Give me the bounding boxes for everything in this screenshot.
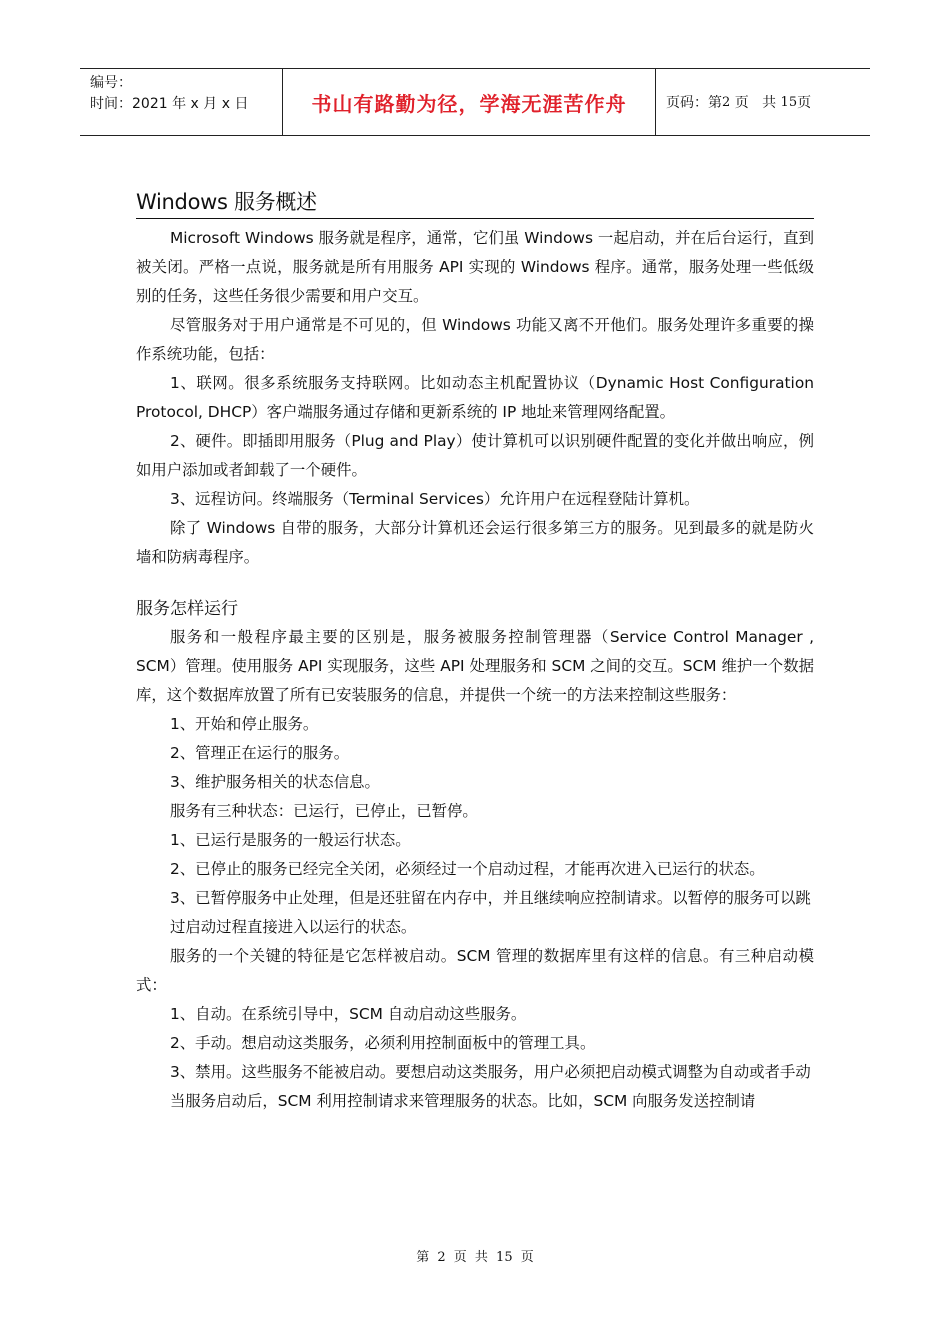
paragraph: 服务的一个关键的特征是它怎样被启动。SCM 管理的数据库里有这样的信息。有三种启动模式： <box>136 947 814 994</box>
list-item: 2、已停止的服务已经完全关闭，必须经过一个启动过程，才能再次进入已运行的状态。 <box>170 860 765 878</box>
page-number: 2 <box>722 94 731 110</box>
section-heading: 服务怎样运行 <box>136 599 238 619</box>
document-title: Windows 服务概述 <box>136 186 814 219</box>
page-mid: 页 共 <box>730 95 781 111</box>
list-item: 2、手动。想启动这类服务，必须利用控制面板中的管理工具。 <box>170 1034 596 1052</box>
header-meta <box>80 69 282 135</box>
list-item: 1、已运行是服务的一般运行状态。 <box>170 831 411 849</box>
list-item: 3、维护服务相关的状态信息。 <box>170 773 380 791</box>
paragraph: 除了 Windows 自带的服务，大部分计算机还会运行很多第三方的服务。见到最多的就是防火墙和防病毒程序。 <box>136 519 814 566</box>
list-item: 3、已暂停服务中止处理，但是还驻留在内存中，并且继续响应控制请求。以暂停的服务可以跳过启动过程直接进入以运行的状态。 <box>170 889 811 936</box>
paragraph: 2、硬件。即插即用服务（Plug and Play）使计算机可以识别硬件配置的变化并做出响应，例如用户添加或者卸载了一个硬件。 <box>136 432 814 479</box>
paragraph: 当服务启动后，SCM 利用控制请求来管理服务的状态。比如，SCM 向服务发送控制请 <box>170 1092 756 1110</box>
list-item: 2、管理正在运行的服务。 <box>170 744 350 762</box>
document-body <box>136 186 814 1116</box>
page-total: 15 <box>780 94 798 110</box>
header-motto: 书山有路勤为径，学海无涯苦作舟 <box>282 69 656 135</box>
list-item: 3、禁用。这些服务不能被启动。要想启动这类服务，用户必须把启动模式调整为自动或者手动 <box>170 1063 811 1081</box>
paragraph: 服务和一般程序最主要的区别是，服务被服务控制管理器（Service Control Manager , SCM）管理。使用服务 API 实现服务，这些 API 处理服务和 SCM 之间的交互。SCM 维护一个数据库，这个数据库放置了所有已安装服务的信息，并提供一个统一的方法来控制这些服务： <box>136 628 814 704</box>
page-footer: 第 2 页 共 15 页 <box>416 1250 534 1265</box>
header-page-info <box>656 69 870 135</box>
paragraph: 服务有三种状态：已运行，已停止，已暂停。 <box>170 802 478 820</box>
date-label: 时间：2021 年 x 月 x 日 <box>90 96 249 112</box>
paragraph: 3、远程访问。终端服务（Terminal Services）允许用户在远程登陆计算机。 <box>170 490 700 508</box>
page-suffix: 页 <box>797 95 812 111</box>
page-header <box>80 68 870 136</box>
paragraph: Microsoft Windows 服务就是程序，通常，它们虽 Windows 一起启动，并在后台运行，直到被关闭。严格一点说，服务就是所有用服务 API 实现的 Windows 程序。通常，服务处理一些低级别的任务，这些任务很少需要和用户交互。 <box>136 229 814 305</box>
page-prefix: 页码：第 <box>666 95 722 111</box>
list-item: 1、开始和停止服务。 <box>170 715 319 733</box>
code-label: 编号： <box>90 75 132 91</box>
paragraph: 尽管服务对于用户通常是不可见的，但 Windows 功能又离不开他们。服务处理许多重要的操作系统功能，包括： <box>136 316 814 363</box>
paragraph: 1、联网。很多系统服务支持联网。比如动态主机配置协议（Dynamic Host Configuration Protocol, DHCP）客户端服务通过存储和更新系统的 IP 地址来管理网络配置。 <box>136 374 814 421</box>
list-item: 1、自动。在系统引导中，SCM 自动启动这些服务。 <box>170 1005 527 1023</box>
